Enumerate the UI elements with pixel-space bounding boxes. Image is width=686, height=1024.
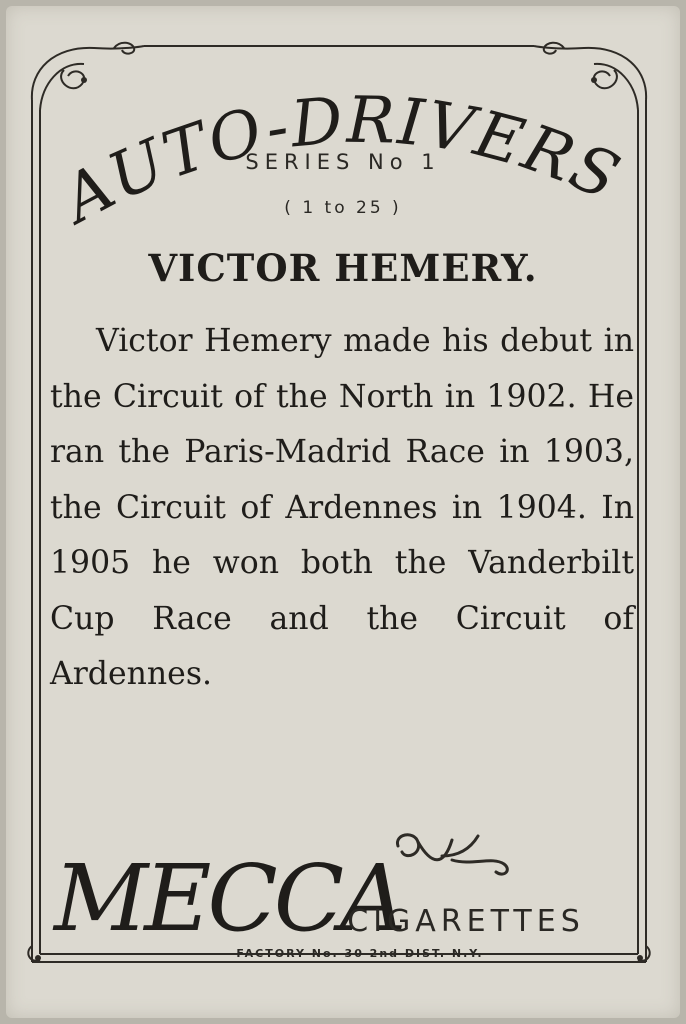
brand-text: MECCA [54, 845, 403, 952]
driver-name: VICTOR HEMERY. [148, 246, 538, 290]
driver-biography: Victor Hemery made his debut in the Circuit of the North in 1902. He ran the Paris-Madrid Race in 1903, the Circuit of Ardennes in 1904. In 1905 he won both the Vanderbilt Cup Race and the Circuit of Ardennes. [50, 323, 634, 692]
factory-line: FACTORY No. 30 2nd DIST. N.Y. [236, 947, 484, 960]
flourish-ornament [392, 826, 522, 886]
series-label: SERIES No 1 [245, 150, 441, 174]
flourish-icon [392, 826, 522, 886]
product-label: CIGARETTES [347, 904, 585, 939]
title-text: AUTO-DRIVERS [51, 92, 632, 232]
card-range: ( 1 to 25 ) [284, 198, 402, 218]
